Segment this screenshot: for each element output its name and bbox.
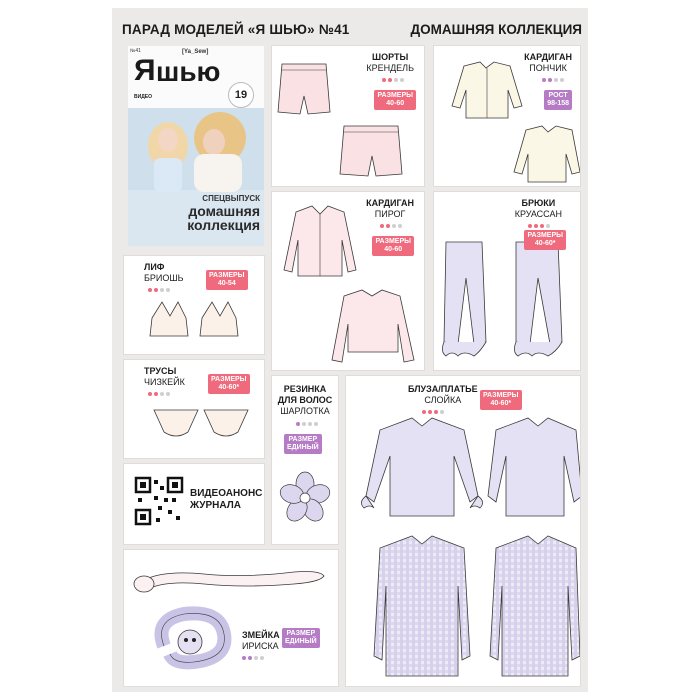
size-badge-snake: РАЗМЕР ЕДИНЫЙ xyxy=(282,628,320,648)
item-name-cardigan-pirog: КАРДИГАН ПИРОГ xyxy=(366,198,414,219)
cover-special-label: СПЕЦВЫПУСК xyxy=(202,194,260,203)
difficulty-dots xyxy=(382,78,404,82)
size-badge-briefs: РАЗМЕРЫ 40-60* xyxy=(208,374,250,394)
item-card-bra[interactable] xyxy=(124,256,264,354)
size-badge-cardigan-pirog: РАЗМЕРЫ 40-60 xyxy=(372,236,414,256)
item-card-cardigan-pirog[interactable] xyxy=(272,192,424,370)
cover-pattern-count: 19 xyxy=(228,82,254,108)
item-card-pants[interactable] xyxy=(434,192,580,370)
snake-illustration xyxy=(124,550,338,686)
item-name-shorts: ШОРТЫ КРЕНДЕЛЬ xyxy=(366,52,414,73)
qr-code-icon[interactable] xyxy=(134,476,184,526)
item-name-scrunchie: РЕЗИНКА ДЛЯ ВОЛОС ШАРЛОТКА xyxy=(277,384,333,416)
difficulty-dots xyxy=(296,422,318,426)
item-card-briefs[interactable] xyxy=(124,360,264,458)
size-badge-blouse-dress: РАЗМЕРЫ 40-60* xyxy=(480,390,522,410)
video-announce-label: ВИДЕОАНОНС ЖУРНАЛА xyxy=(190,488,263,511)
size-badge-pants: РАЗМЕРЫ 40-60* xyxy=(524,230,566,250)
item-name-snake: ЗМЕЙКА ИРИСКА xyxy=(242,630,280,651)
cover-title-line2: коллекция xyxy=(187,217,260,233)
difficulty-dots xyxy=(542,78,564,82)
difficulty-dots xyxy=(148,392,170,396)
difficulty-dots xyxy=(380,224,402,228)
item-card-cardigan-ponchik[interactable] xyxy=(434,46,580,186)
cover-logo-tag: [Ya_Sew] xyxy=(182,49,209,55)
item-name-pants: БРЮКИ КРУАССАН xyxy=(514,198,562,219)
item-card-snake[interactable] xyxy=(124,550,338,686)
catalog-page xyxy=(112,8,588,692)
difficulty-dots xyxy=(148,288,170,292)
cover-title-line1: домашняя xyxy=(188,203,260,219)
item-card-scrunchie[interactable] xyxy=(272,376,338,544)
item-card-blouse-dress[interactable] xyxy=(346,376,580,686)
cover-logo-ya: Я xyxy=(134,54,156,87)
item-name-briefs: ТРУСЫ ЧИЗКЕЙК xyxy=(144,366,185,387)
catalog-title: ПАРАД МОДЕЛЕЙ «Я ШЬЮ» №41 xyxy=(122,22,350,37)
collection-title: ДОМАШНЯЯ КОЛЛЕКЦИЯ xyxy=(410,22,582,37)
item-card-shorts[interactable] xyxy=(272,46,424,186)
difficulty-dots xyxy=(528,224,550,228)
item-name-bra: ЛИФ БРИОШЬ xyxy=(144,262,184,283)
cover-logo-shyu: шью xyxy=(156,56,221,87)
size-badge-cardigan-ponchik: РОСТ 98-158 xyxy=(544,90,572,110)
difficulty-dots xyxy=(422,410,444,414)
size-badge-shorts: РАЗМЕРЫ 40-60 xyxy=(374,90,416,110)
difficulty-dots xyxy=(242,656,264,660)
item-name-cardigan-ponchik: КАРДИГАН ПОНЧИК xyxy=(524,52,572,73)
cover-issue-number: №41 xyxy=(130,48,141,54)
qr-video-panel[interactable] xyxy=(124,464,264,544)
magazine-cover[interactable] xyxy=(128,46,264,246)
item-name-blouse-dress: БЛУЗА/ПЛАТЬЕ СЛОЙКА xyxy=(408,384,478,405)
cover-video-badge: ВИДЕО xyxy=(134,94,152,100)
size-badge-scrunchie: РАЗМЕР ЕДИНЫЙ xyxy=(284,434,322,454)
blouse-dress-illustration xyxy=(346,376,580,686)
page-header xyxy=(112,8,588,48)
cover-title xyxy=(128,204,260,232)
size-badge-bra: РАЗМЕРЫ 40-54 xyxy=(206,270,248,290)
